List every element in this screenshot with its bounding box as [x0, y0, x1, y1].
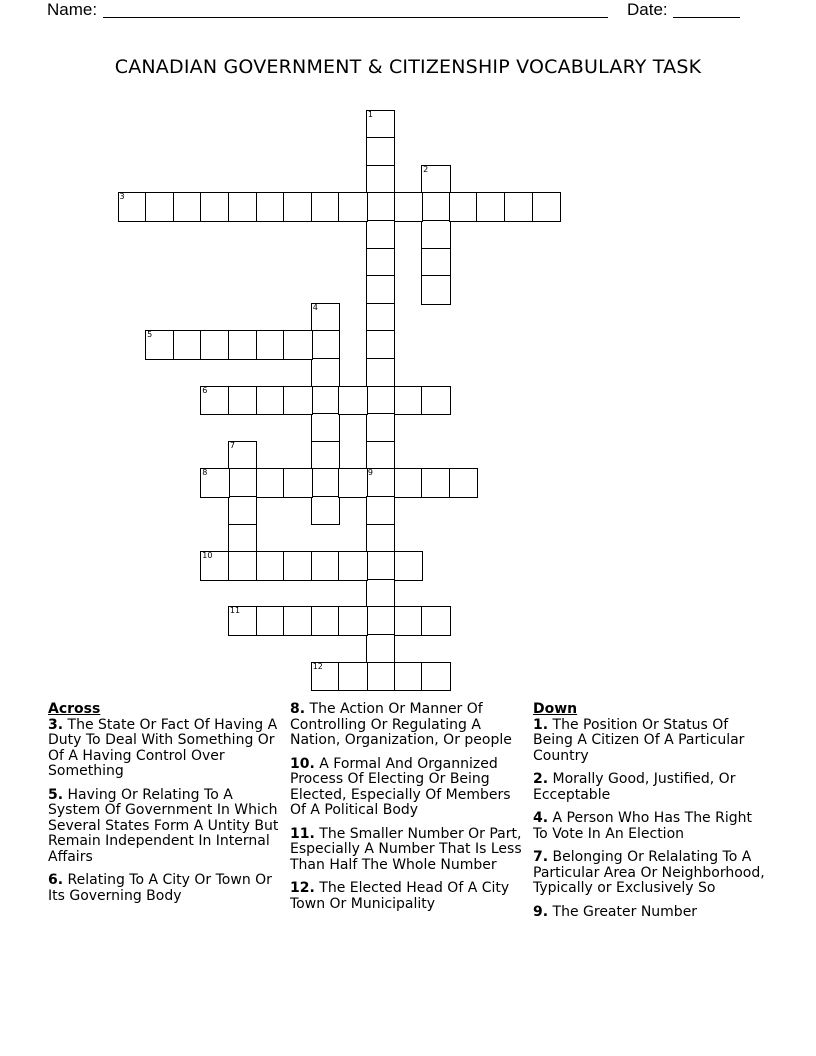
- cell-number: 12: [312, 661, 323, 671]
- grid-cell[interactable]: [311, 358, 341, 388]
- across-heading: Across: [48, 701, 101, 717]
- grid-cell[interactable]: [256, 468, 286, 498]
- grid-cell[interactable]: [366, 275, 396, 305]
- grid-cell[interactable]: [283, 551, 313, 581]
- clue-text: The Position Or Status Of Being A Citizen Of A Particular Country: [533, 716, 745, 764]
- grid-cell[interactable]: [228, 551, 258, 581]
- clue-text: The Action Or Manner Of Controlling Or Regulating A Nation, Organization, Or people: [290, 701, 512, 748]
- grid-cell[interactable]: [256, 606, 286, 636]
- grid-cell[interactable]: [366, 220, 396, 250]
- cell-number: 1: [367, 109, 373, 119]
- grid-cell[interactable]: [366, 606, 396, 636]
- cell-number: 11: [229, 606, 241, 616]
- grid-cell[interactable]: [421, 192, 451, 222]
- grid-cell[interactable]: [200, 192, 230, 222]
- clue-text: Having Or Relating To A System Of Government In Which Several States Form A Untity But Remain Independent In Internal Affairs: [48, 786, 279, 865]
- grid-cell[interactable]: [504, 192, 534, 222]
- grid-cell[interactable]: [311, 606, 341, 636]
- grid-cell[interactable]: [366, 248, 396, 278]
- grid-cell[interactable]: [200, 468, 230, 498]
- grid-cell[interactable]: [338, 551, 368, 581]
- page-title: CANADIAN GOVERNMENT & CITIZENSHIP VOCABULARY TASK: [114, 56, 702, 78]
- grid-cell[interactable]: [366, 358, 396, 388]
- clue-number: 2: [533, 771, 543, 787]
- grid-cell[interactable]: [311, 303, 341, 333]
- grid-cell[interactable]: [394, 551, 424, 581]
- grid-cell[interactable]: [338, 606, 368, 636]
- grid-cell[interactable]: [283, 192, 313, 222]
- clue-across-6: 6. Relating To A City Or Town Or Its Governing Body: [48, 872, 272, 904]
- grid-cell[interactable]: [366, 330, 396, 360]
- grid-cell[interactable]: [228, 330, 258, 360]
- grid-cell[interactable]: [256, 386, 286, 416]
- clue-across-12: 12. The Elected Head Of A City Town Or Municipality: [290, 880, 510, 912]
- grid-cell[interactable]: [200, 551, 230, 581]
- grid-cell[interactable]: [394, 192, 424, 222]
- grid-cell[interactable]: [421, 165, 451, 195]
- grid-cell[interactable]: [145, 192, 175, 222]
- grid-cell[interactable]: [200, 330, 230, 360]
- grid-cell[interactable]: [311, 662, 341, 692]
- grid-cell[interactable]: [366, 165, 396, 195]
- cell-number: 3: [119, 192, 125, 202]
- cell-number: 8: [202, 468, 208, 478]
- grid-cell[interactable]: [421, 248, 451, 278]
- clue-number: 6: [48, 872, 58, 888]
- grid-cell[interactable]: [366, 496, 396, 526]
- grid-cell[interactable]: [449, 192, 479, 222]
- grid-cell[interactable]: [366, 579, 396, 609]
- grid-cell[interactable]: [173, 330, 203, 360]
- grid-cell[interactable]: [200, 386, 230, 416]
- grid-cell[interactable]: [311, 496, 341, 526]
- clue-text: Belonging Or Relalating To A Particular Area Or Neighborhood, Typically or Exclusively So: [533, 849, 765, 896]
- grid-cell[interactable]: [366, 468, 396, 498]
- grid-cell[interactable]: [366, 137, 396, 167]
- grid-cell[interactable]: [366, 110, 396, 140]
- grid-cell[interactable]: [366, 662, 396, 692]
- grid-cell[interactable]: [421, 386, 451, 416]
- clue-number: 1: [533, 716, 543, 733]
- clue-number: 7: [533, 849, 543, 865]
- grid-cell[interactable]: [476, 192, 506, 222]
- clue-down-1: 1. The Position Or Status Of Being A Citizen Of A Particular Country: [533, 716, 745, 764]
- clue-text: The Elected Head Of A City Town Or Municipality: [290, 880, 510, 912]
- clue-text: Relating To A City Or Town Or Its Governing Body: [48, 872, 272, 904]
- clue-across-11: 11. The Smaller Number Or Part, Especially A Number That Is Less Than Half The Whole Number: [290, 825, 522, 873]
- clue-number: 11: [290, 825, 310, 842]
- clue-across-3: 3. The State Or Fact Of Having A Duty To Deal With Something Or Of A Having Control Over Something: [48, 716, 278, 779]
- grid-cell[interactable]: [338, 192, 368, 222]
- clue-number: 8: [290, 701, 300, 717]
- grid-cell[interactable]: [421, 220, 451, 250]
- grid-cell[interactable]: [366, 413, 396, 443]
- clue-across-8: 8. The Action Or Manner Of Controlling Or Regulating A Nation, Organization, Or people: [290, 701, 512, 748]
- grid-cell[interactable]: [311, 192, 341, 222]
- clue-number: 3: [48, 716, 58, 733]
- cell-number: 2: [423, 164, 429, 174]
- grid-cell[interactable]: [394, 468, 424, 498]
- grid-cell[interactable]: [311, 386, 341, 416]
- clue-number: 12: [290, 880, 310, 896]
- clue-text: The Smaller Number Or Part, Especially A Number That Is Less Than Half The Whole Number: [290, 825, 522, 873]
- name-label: Name:: [47, 0, 98, 19]
- grid-cell[interactable]: [228, 606, 258, 636]
- grid-cell[interactable]: [283, 386, 313, 416]
- grid-cell[interactable]: [449, 468, 479, 498]
- grid-cell[interactable]: [228, 192, 258, 222]
- grid-cell[interactable]: [421, 468, 451, 498]
- grid-cell[interactable]: [394, 662, 424, 692]
- clues-column-1: [48, 702, 284, 912]
- grid-cell[interactable]: [366, 192, 396, 222]
- clue-text: A Person Who Has The Right To Vote In An Election: [533, 810, 752, 842]
- grid-cell[interactable]: [283, 330, 313, 360]
- grid-cell[interactable]: [394, 606, 424, 636]
- grid-cell[interactable]: [338, 662, 368, 692]
- cell-number: 4: [312, 302, 318, 312]
- grid-cell[interactable]: [228, 496, 258, 526]
- grid-cell[interactable]: [118, 192, 148, 222]
- grid-cell[interactable]: [338, 468, 368, 498]
- grid-cell[interactable]: [394, 386, 424, 416]
- grid-cell[interactable]: [366, 551, 396, 581]
- grid-cell[interactable]: [311, 551, 341, 581]
- grid-cell[interactable]: [338, 386, 368, 416]
- clue-number: 5: [48, 786, 58, 803]
- grid-cell[interactable]: [366, 303, 396, 333]
- grid-cell[interactable]: [532, 192, 562, 222]
- grid-cell[interactable]: [228, 441, 258, 471]
- clue-text: The State Or Fact Of Having A Duty To Deal With Something Or Of A Having Control Over Something: [48, 716, 278, 779]
- grid-cell[interactable]: [311, 413, 341, 443]
- clue-text: Morally Good, Justified, Or Ecceptable: [533, 771, 736, 803]
- cell-number: 10: [202, 551, 213, 561]
- cell-number: 7: [229, 440, 235, 450]
- cell-number: 6: [202, 385, 208, 395]
- grid-cell[interactable]: [311, 330, 341, 360]
- grid-cell[interactable]: [256, 192, 286, 222]
- clue-text: A Formal And Organnized Process Of Electing Or Being Elected, Especially Of Members Of A Political Body: [290, 755, 511, 818]
- clue-down-9: 9. The Greater Number: [533, 903, 698, 920]
- clue-number: 4: [533, 810, 543, 826]
- grid-cell[interactable]: [173, 192, 203, 222]
- clue-text: The Greater Number: [552, 903, 698, 920]
- grid-cell[interactable]: [311, 441, 341, 471]
- grid-cell[interactable]: [366, 441, 396, 471]
- clue-number: 10: [290, 755, 310, 772]
- grid-cell[interactable]: [145, 330, 175, 360]
- clue-down-7: 7. Belonging Or Relalating To A Particular Area Or Neighborhood, Typically or Exclusively So: [533, 849, 765, 896]
- clue-across-10: 10. A Formal And Organnized Process Of Electing Or Being Elected, Especially Of Members Of A Political Body: [290, 755, 511, 818]
- cell-number: 5: [147, 330, 153, 340]
- grid-cell[interactable]: [283, 606, 313, 636]
- grid-cell[interactable]: [366, 386, 396, 416]
- cell-number: 9: [367, 468, 373, 478]
- grid-cell[interactable]: [228, 524, 258, 554]
- grid-cell[interactable]: [228, 386, 258, 416]
- grid-cell[interactable]: [421, 606, 451, 636]
- grid-cell[interactable]: [421, 662, 451, 692]
- down-heading: Down: [533, 701, 578, 717]
- grid-cell[interactable]: [421, 275, 451, 305]
- clue-across-5: 5. Having Or Relating To A System Of Government In Which Several States Form A Untity But Remain Independent In Internal Affairs: [48, 786, 279, 865]
- clue-down-2: 2. Morally Good, Justified, Or Ecceptable: [533, 771, 736, 803]
- date-label: Date:: [627, 0, 668, 19]
- grid-cell[interactable]: [256, 551, 286, 581]
- grid-cell[interactable]: [283, 468, 313, 498]
- grid-cell[interactable]: [366, 524, 396, 554]
- clue-number: 9: [533, 903, 543, 920]
- clues-column-3: [533, 702, 769, 928]
- grid-cell[interactable]: [256, 330, 286, 360]
- grid-cell[interactable]: [228, 468, 258, 498]
- clues-column-2: [290, 702, 526, 920]
- clue-down-4: 4. A Person Who Has The Right To Vote In An Election: [533, 810, 752, 842]
- grid-cell[interactable]: [366, 634, 396, 664]
- grid-cell[interactable]: [311, 468, 341, 498]
